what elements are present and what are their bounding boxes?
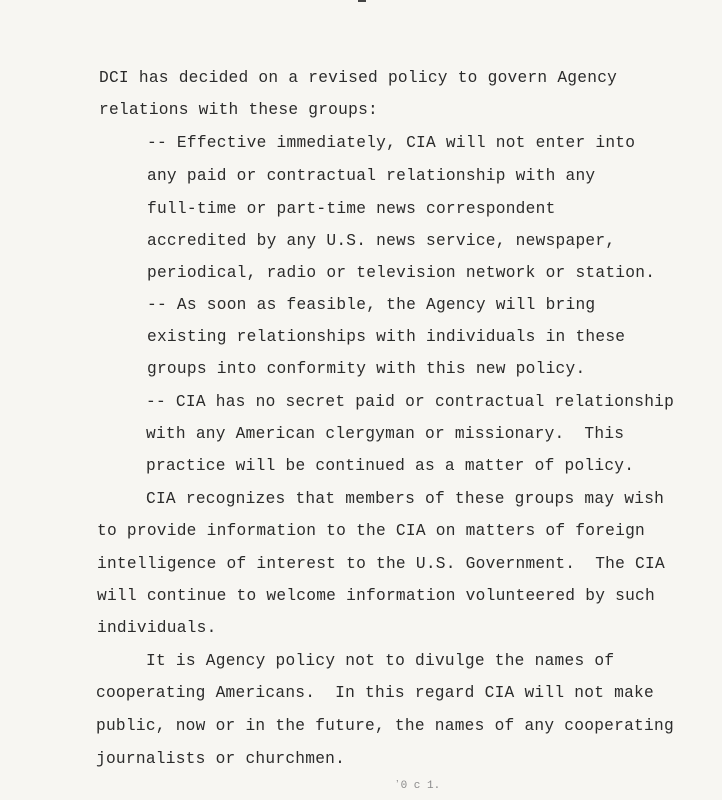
page-edge-mark	[358, 0, 366, 2]
text-line: -- Effective immediately, CIA will not enter into	[147, 134, 636, 152]
text-line: practice will be continued as a matter of policy.	[146, 457, 635, 475]
text-line: any paid or contractual relationship with any	[147, 167, 596, 185]
text-line: -- CIA has no secret paid or contractual relationship	[146, 393, 675, 411]
text-line: individuals.	[97, 619, 217, 637]
text-line: to provide information to the CIA on matters of foreign	[97, 522, 646, 540]
text-line: It is Agency policy not to divulge the names of	[146, 652, 615, 670]
text-line: existing relationships with individuals in these	[147, 328, 626, 346]
text-line: will continue to welcome information volunteered by such	[97, 587, 655, 605]
text-line: full-time or part-time news correspondent	[147, 200, 556, 218]
text-line: journalists or churchmen.	[96, 750, 346, 768]
text-line: periodical, radio or television network or station.	[147, 264, 656, 282]
footer-mark: ʼ0 c 1.	[394, 780, 441, 792]
text-line: public, now or in the future, the names of any cooperating	[96, 717, 674, 735]
text-line: cooperating Americans. In this regard CIA will not make	[96, 684, 654, 702]
text-line: intelligence of interest to the U.S. Government. The CIA	[97, 555, 665, 573]
text-line: accredited by any U.S. news service, newspaper,	[147, 232, 616, 250]
text-line: CIA recognizes that members of these groups may wish	[146, 490, 665, 508]
text-line: DCI has decided on a revised policy to govern Agency	[99, 69, 618, 87]
text-line: with any American clergyman or missionary. This	[146, 425, 625, 443]
text-line: relations with these groups:	[99, 101, 378, 119]
text-line: -- As soon as feasible, the Agency will bring	[147, 296, 596, 314]
text-line: groups into conformity with this new policy.	[147, 360, 586, 378]
